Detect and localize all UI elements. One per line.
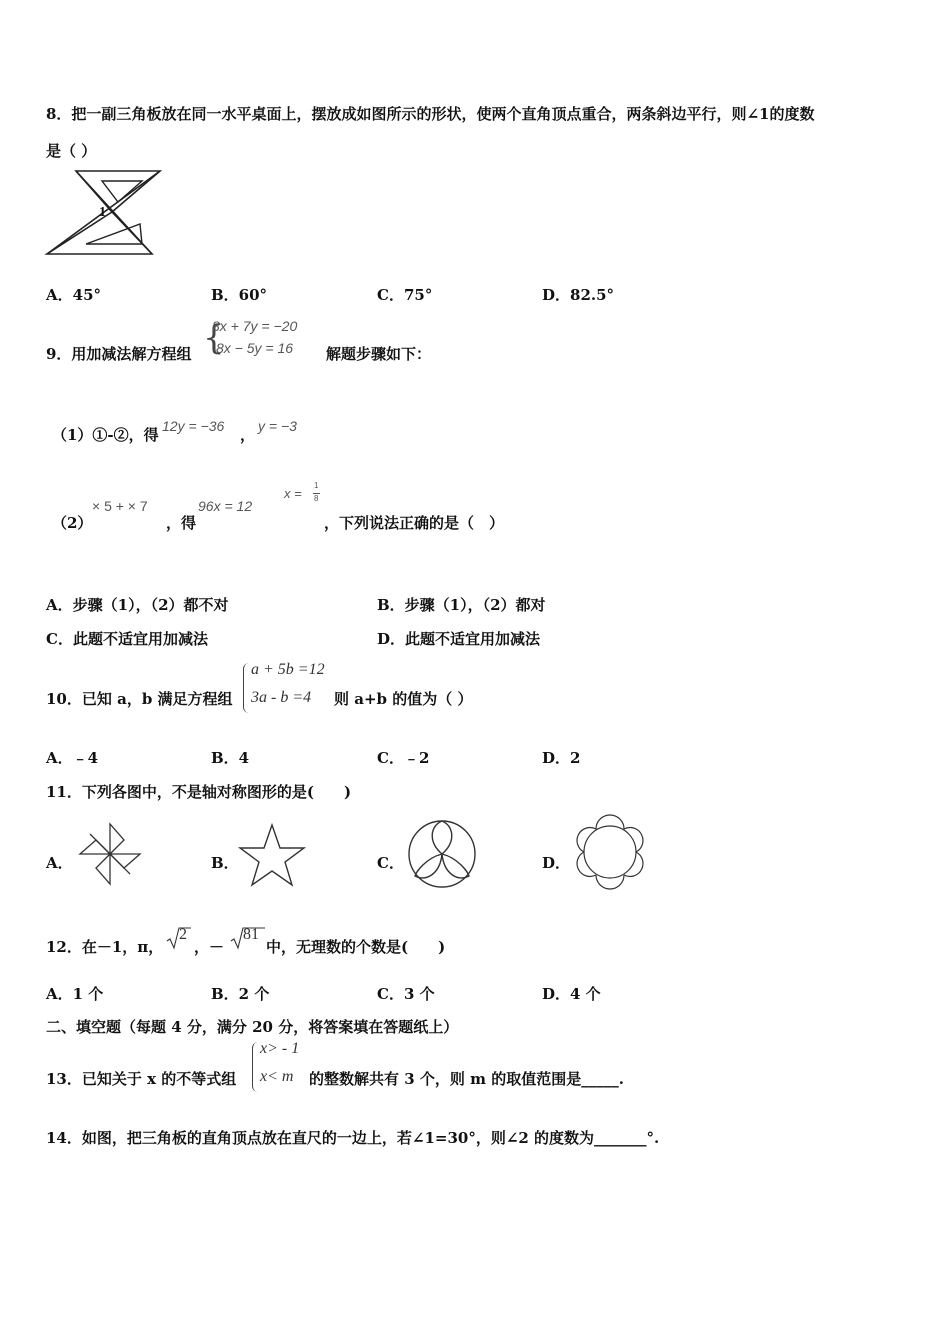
q9-option-d[interactable]: D．此题不适宜用加减法 [377,630,541,648]
q9-step2-expr: × 5 + × 7 [92,498,148,514]
q10-eq2: 3a - b =4 [251,689,312,706]
q8-option-c[interactable]: C．75° [377,286,433,304]
q12-suffix: 中，无理数的个数是( ) [266,938,446,956]
q9-eq2: 8x − 5y = 16 [216,340,294,356]
q11-text: 11．下列各图中，不是轴对称图形的是( ) [46,783,352,801]
q9-option-b[interactable]: B．步骤（1），（2）都对 [377,596,546,614]
q9-prefix: 9．用加减法解方程组 [46,345,192,363]
section2-title: 二、填空题（每题 4 分，满分 20 分，将答案填在答题纸上） [46,1018,459,1036]
q12-sqrt81: 81 [243,926,259,943]
q9-brace: { [203,318,225,358]
scalloped-circle-figure [570,814,650,890]
q9-step2-denominator: 8 [314,494,319,503]
q10-option-b[interactable]: B．4 [211,749,250,767]
q13-brace [252,1042,259,1092]
q13-ineq1: x> - 1 [260,1040,300,1057]
q9-suffix: 解题步骤如下： [326,345,432,363]
q9-option-c[interactable]: C．此题不适宜用加减法 [46,630,208,648]
q12-prefix: 12．在－1，π， [46,938,164,956]
q9-step2-numerator: 1 [314,481,319,490]
q8-option-b[interactable]: B．60° [211,286,268,304]
q10-suffix: 则 a+b 的值为（ ） [334,690,473,708]
q12-sqrt2: 2 [179,926,187,943]
q10-prefix: 10．已知 a，b 满足方程组 [46,690,233,708]
q12-option-c[interactable]: C．3 个 [377,985,435,1003]
q9-option-a[interactable]: A．步骤（1），（2）都不对 [46,596,229,614]
q9-step2-eq1: 96x = 12 [198,498,253,514]
q12-option-a[interactable]: A．1 个 [46,985,104,1003]
q9-step1-comma: ， [240,426,256,444]
q8-line1: 8．把一副三角板放在同一水平桌面上，摆放成如图所示的形状，使两个直角顶点重合，两条斜边平行，则∠1的度数 [46,105,815,123]
q12-comma: ，－ [194,938,225,956]
q9-step1-eq1: 12y = −36 [162,418,225,434]
q11-option-b[interactable]: B． [211,854,239,872]
q14-text[interactable]: 14．如图，把三角板的直角顶点放在直尺的一边上，若∠1=30°，则∠2 的度数为_______°. [46,1129,660,1147]
star-figure [236,822,308,888]
q8-triangles-figure [44,168,166,260]
q12-option-b[interactable]: B．2 个 [211,985,270,1003]
q10-brace [243,663,250,713]
q9-step1-eq2: y = −3 [258,418,297,434]
q8-angle-label: 1 [99,205,106,220]
circle-three-leaves-figure [404,818,480,890]
q13-prefix: 13．已知关于 x 的不等式组 [46,1070,237,1088]
q9-eq1: 8x + 7y = −20 [212,318,298,334]
q11-option-a[interactable]: A． [46,854,73,872]
q9-step2-eq2-x: x = [284,486,302,501]
q10-option-c[interactable]: C．﹣2 [377,749,430,767]
q9-step2-suffix: ，下列说法正确的是（ ） [324,514,505,532]
q8-line2: 是（ ） [46,142,97,160]
q10-option-d[interactable]: D．2 [542,749,581,767]
q10-option-a[interactable]: A．﹣4 [46,749,99,767]
q8-option-d[interactable]: D．82.5° [542,286,615,304]
q9-step2-de: ，得 [166,514,197,532]
q9-step2-label: （2） [52,514,93,532]
q13-ineq2: x< m [260,1068,294,1085]
pinwheel-figure [76,820,144,888]
q11-option-c[interactable]: C． [377,854,404,872]
q10-eq1: a + 5b =12 [251,661,325,678]
q12-option-d[interactable]: D．4 个 [542,985,601,1003]
q13-suffix[interactable]: 的整数解共有 3 个，则 m 的取值范围是_____. [309,1070,624,1088]
q9-step1-label: （1）①-②，得 [52,426,159,444]
q8-option-a[interactable]: A．45° [46,286,102,304]
q11-option-d[interactable]: D． [542,854,571,872]
